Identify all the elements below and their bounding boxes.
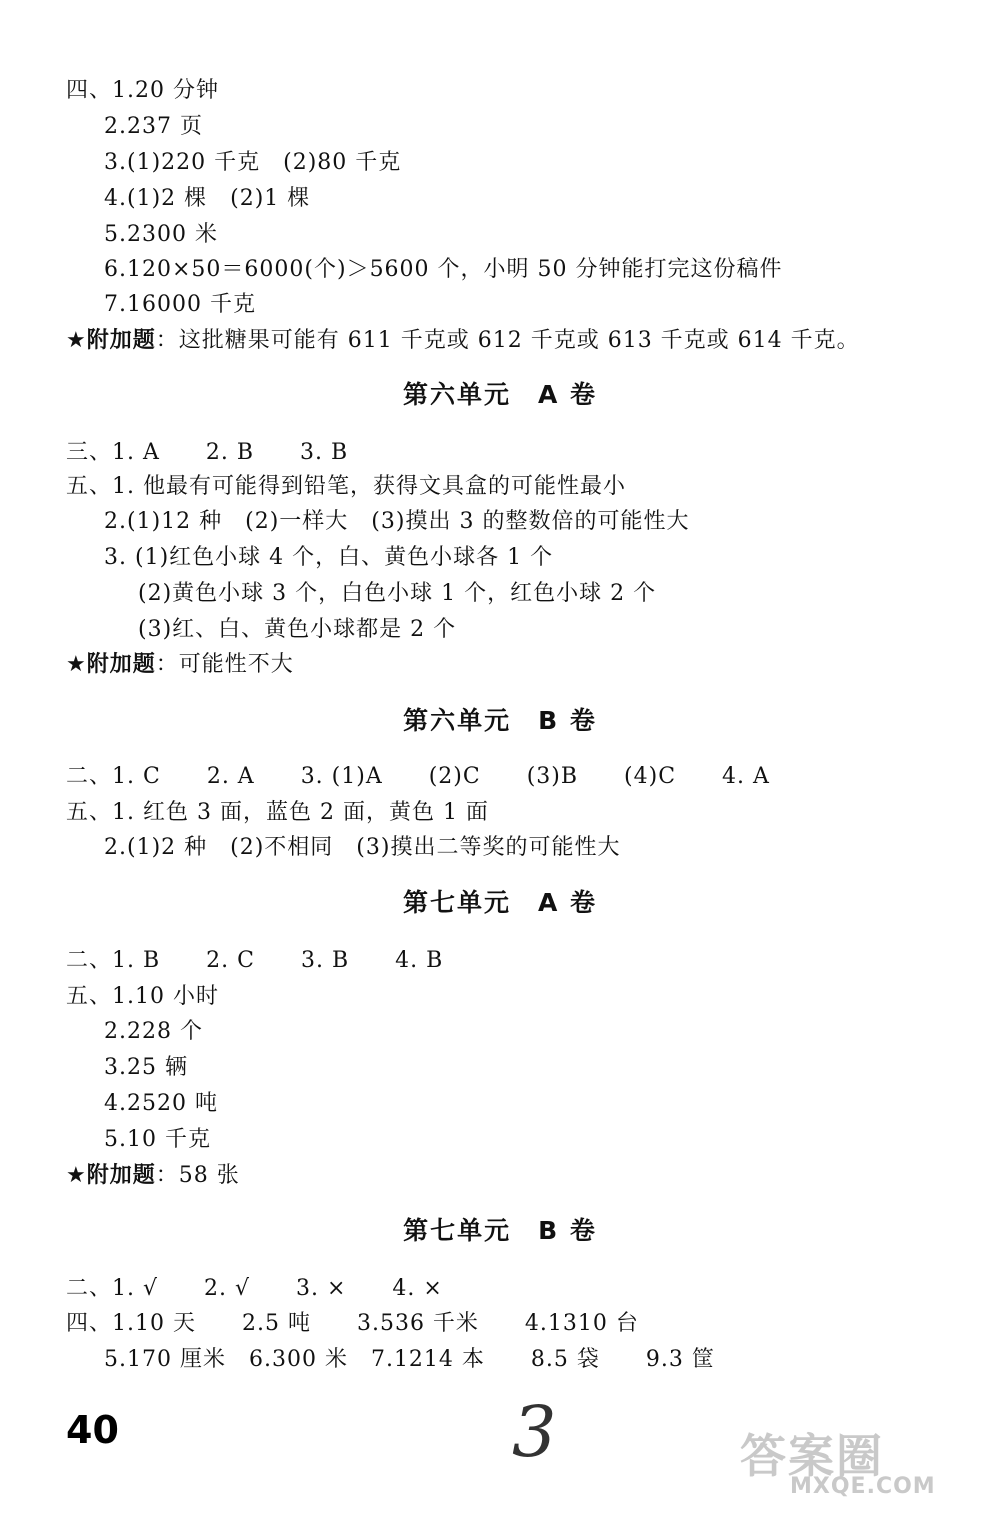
star-icon: ★ xyxy=(66,652,87,677)
answer-line: 3.(1)220 千克 (2)80 千克 xyxy=(104,150,402,175)
answer-line: 五、1. 红色 3 面，蓝色 2 面，黄色 1 面 xyxy=(66,800,489,825)
bonus-answer: ：58 张 xyxy=(155,1163,240,1188)
answer-line: 5.170 厘米 6.300 米 7.1214 本 8.5 袋 9.3 筐 xyxy=(104,1347,715,1372)
bonus-label: 附加题 xyxy=(86,1163,156,1188)
answer-line: 3.25 辆 xyxy=(104,1055,188,1080)
answer-line: 四、1.10 天 2.5 吨 3.536 千米 4.1310 台 xyxy=(66,1311,639,1336)
answer-line: 7.16000 千克 xyxy=(104,292,256,317)
answer-line: 4.2520 吨 xyxy=(104,1091,218,1116)
handwritten-mark: 3 xyxy=(512,1391,557,1473)
answer-line: 三、1. A 2. B 3. B xyxy=(66,440,349,465)
answer-line: 4.(1)2 棵 (2)1 棵 xyxy=(104,186,311,211)
answer-line: 6.120×50＝6000(个)＞5600 个，小明 50 分钟能打完这份稿件 xyxy=(104,257,783,282)
answer-line: 二、1. B 2. C 3. B 4. B xyxy=(66,948,444,973)
answer-line: 2.228 个 xyxy=(104,1019,203,1044)
bonus-label: 附加题 xyxy=(86,328,156,353)
answer-line: (2)黄色小球 3 个，白色小球 1 个，红色小球 2 个 xyxy=(138,581,657,606)
answer-line: 四、1.20 分钟 xyxy=(66,78,219,103)
bonus-answer: ：这批糖果可能有 611 千克或 612 千克或 613 千克或 614 千克。 xyxy=(155,328,860,353)
answer-line: (3)红、白、黄色小球都是 2 个 xyxy=(138,617,457,642)
bonus-question xyxy=(66,650,294,680)
section-heading: 第六单元 A 卷 xyxy=(402,380,598,409)
bonus-question xyxy=(66,1161,240,1191)
answer-line: 5.2300 米 xyxy=(104,222,218,247)
answer-line: 五、1. 他最有可能得到铅笔，获得文具盒的可能性最小 xyxy=(66,474,626,499)
answer-line: 2.237 页 xyxy=(104,114,203,139)
section-heading: 第七单元 B 卷 xyxy=(403,1216,597,1245)
answer-line: 二、1. C 2. A 3. (1)A (2)C (3)B (4)C 4. A xyxy=(66,764,770,789)
answer-line: 二、1. √ 2. √ 3. × 4. × xyxy=(66,1276,443,1301)
answer-line: 3. (1)红色小球 4 个，白、黄色小球各 1 个 xyxy=(104,545,554,570)
answer-line: 2.(1)2 种 (2)不相同 (3)摸出二等奖的可能性大 xyxy=(104,835,621,860)
star-icon: ★ xyxy=(66,1163,87,1188)
answer-line: 5.10 千克 xyxy=(104,1127,211,1152)
watermark-text-cn: 答案圈 xyxy=(740,1429,884,1483)
bonus-question xyxy=(66,326,860,356)
bonus-label: 附加题 xyxy=(86,652,156,677)
watermark-logo xyxy=(720,1420,980,1504)
section-heading: 第七单元 A 卷 xyxy=(402,888,598,917)
section-heading: 第六单元 B 卷 xyxy=(403,706,597,735)
bonus-answer: ：可能性不大 xyxy=(155,652,294,677)
answer-line: 2.(1)12 种 (2)一样大 (3)摸出 3 的整数倍的可能性大 xyxy=(104,509,690,534)
watermark-text-en: MXQE.COM xyxy=(790,1474,936,1499)
answer-line: 五、1.10 小时 xyxy=(66,984,219,1009)
star-icon: ★ xyxy=(66,328,87,353)
page-number: 40 xyxy=(66,1408,119,1452)
